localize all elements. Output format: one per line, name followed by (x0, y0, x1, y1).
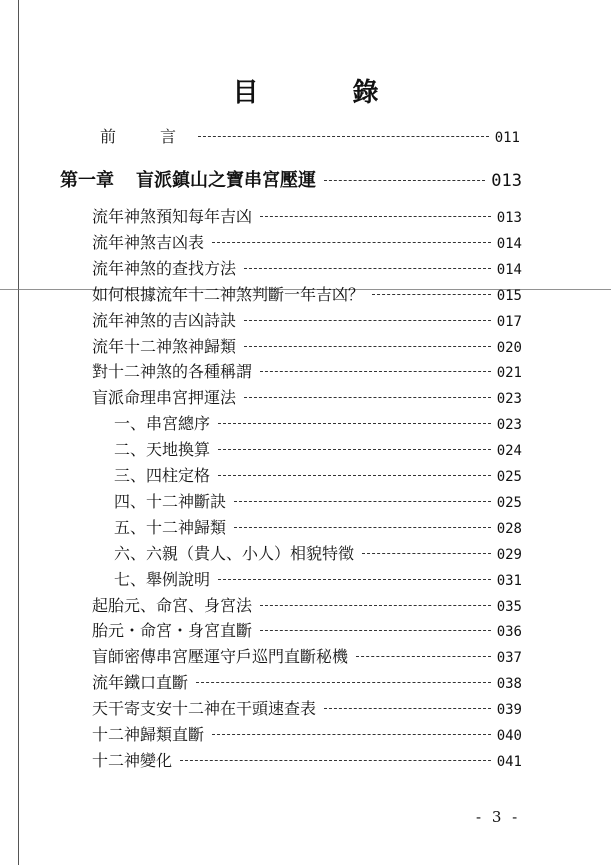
dot-leader (244, 397, 491, 398)
toc-entry[interactable] (92, 359, 522, 382)
toc-entry-label: 十二神變化 (92, 750, 173, 770)
toc-entry[interactable] (114, 437, 522, 460)
toc-entry[interactable] (92, 748, 522, 771)
toc-preface[interactable] (100, 124, 520, 147)
page-number: - 3 - (476, 808, 521, 826)
toc-page-number: 014 (496, 261, 522, 278)
toc-page-number: 024 (496, 443, 522, 460)
toc-entry[interactable] (114, 411, 522, 434)
page-title: 目 錄 (232, 78, 413, 108)
toc-entry-label: 十二神歸類直斷 (92, 725, 205, 744)
dot-leader (324, 180, 485, 181)
toc-entry[interactable] (114, 489, 522, 512)
toc-entry[interactable] (92, 334, 522, 357)
dot-leader (362, 553, 491, 554)
toc-page-number: 013 (491, 171, 522, 191)
dot-leader (260, 216, 491, 217)
toc-entry[interactable] (92, 282, 522, 305)
toc-entry-label: 流年神煞吉凶表 (92, 232, 205, 252)
dot-leader (372, 294, 491, 295)
toc-page-number: 037 (496, 650, 522, 667)
toc-page-number: 020 (496, 339, 522, 356)
dot-leader (212, 242, 491, 243)
chapter-title: 盲派鎮山之寶串宮壓運 (136, 170, 316, 191)
toc-entry[interactable] (114, 463, 522, 486)
toc-entry-label: 流年神煞的吉凶詩訣 (92, 310, 237, 330)
toc-page-number: 025 (496, 494, 522, 511)
toc-entry-label: 對十二神煞的各種稱謂 (92, 362, 253, 382)
toc-entry-label: 七、舉例說明 (114, 569, 211, 589)
toc-page-number: 040 (496, 728, 522, 744)
toc-page-number: 015 (496, 287, 522, 304)
toc-entry-label: 天干寄支安十二神在干頭速查表 (92, 699, 317, 719)
toc-page-number: 038 (496, 676, 522, 693)
dot-leader (234, 501, 491, 502)
toc-entry[interactable] (92, 256, 522, 279)
toc-page-number: 039 (496, 702, 522, 719)
toc-entry-label: 如何根據流年十二神煞判斷一年吉凶？ (92, 284, 365, 304)
toc-entry[interactable] (114, 541, 522, 564)
toc-entry-label: 前 言 (100, 127, 191, 146)
toc-entry-label: 四、十二神斷訣 (114, 491, 227, 511)
toc-entry-label: 起胎元、命宮、身宮法 (92, 595, 253, 615)
toc-page-number: 036 (496, 624, 522, 641)
toc-entry-label: 六、六親（貴人、小人）相貌特徵 (114, 543, 355, 563)
toc-chapter-heading[interactable] (60, 166, 522, 192)
toc-entry-label: 流年神煞預知每年吉凶 (92, 207, 253, 226)
dot-leader (356, 656, 491, 657)
toc-entry-label: 五、十二神歸類 (114, 517, 227, 537)
toc-page-number: 028 (496, 520, 522, 537)
toc-entry[interactable] (92, 230, 522, 253)
dot-leader (218, 579, 491, 580)
toc-entry[interactable] (114, 515, 522, 538)
toc-entry[interactable] (92, 696, 522, 719)
dot-leader (234, 527, 491, 528)
toc-entry[interactable] (92, 308, 522, 331)
toc-page-number: 035 (496, 598, 522, 615)
page-left-border (18, 0, 19, 865)
dot-leader (212, 734, 491, 735)
toc-page-number: 041 (496, 753, 522, 770)
toc-entry-label: 二、天地換算 (114, 440, 211, 460)
toc-page-number: 023 (496, 417, 522, 434)
toc-page-number: 029 (496, 546, 522, 563)
toc-page-number: 011 (494, 130, 520, 146)
dot-leader (244, 268, 491, 269)
toc-entry[interactable] (92, 385, 522, 408)
toc-page-number: 017 (496, 313, 522, 330)
toc-entry-label: 盲師密傳串宮壓運守戶巡門直斷秘機 (92, 647, 349, 667)
toc-entry[interactable] (92, 670, 522, 693)
dot-leader (180, 760, 491, 761)
toc-page-number: 023 (496, 391, 522, 408)
toc-entry-label: 流年神煞的查找方法 (92, 258, 237, 278)
toc-entry-label: 三、四柱定格 (114, 466, 211, 485)
toc-entry-label: 胎元・命宮・身宮直斷 (92, 621, 253, 641)
toc-entry-label: 一、串宮總序 (114, 414, 211, 434)
chapter-number: 第一章 (60, 170, 114, 191)
toc-page-number: 031 (496, 572, 522, 589)
toc-entry[interactable] (92, 204, 522, 227)
toc-page-number: 025 (496, 469, 522, 485)
toc-entry[interactable] (92, 618, 522, 641)
dot-leader (324, 708, 491, 709)
dot-leader (260, 630, 491, 631)
dot-leader (260, 371, 491, 372)
dot-leader (198, 136, 489, 137)
toc-entry-label: 流年十二神煞神歸類 (92, 336, 237, 356)
dot-leader (218, 475, 491, 476)
toc-entry[interactable] (114, 567, 522, 590)
toc-page-number: 013 (496, 210, 522, 226)
toc-page-number: 021 (496, 365, 522, 382)
dot-leader (218, 423, 491, 424)
toc-entry-label: 流年鐵口直斷 (92, 673, 189, 693)
dot-leader (260, 605, 491, 606)
toc-entry[interactable] (92, 722, 522, 745)
dot-leader (196, 682, 491, 683)
dot-leader (244, 320, 491, 321)
dot-leader (244, 346, 491, 347)
toc-page-number: 014 (496, 235, 522, 252)
dot-leader (218, 449, 491, 450)
toc-entry[interactable] (92, 593, 522, 616)
toc-entry-label: 盲派命理串宮押運法 (92, 388, 237, 408)
toc-entry[interactable] (92, 644, 522, 667)
